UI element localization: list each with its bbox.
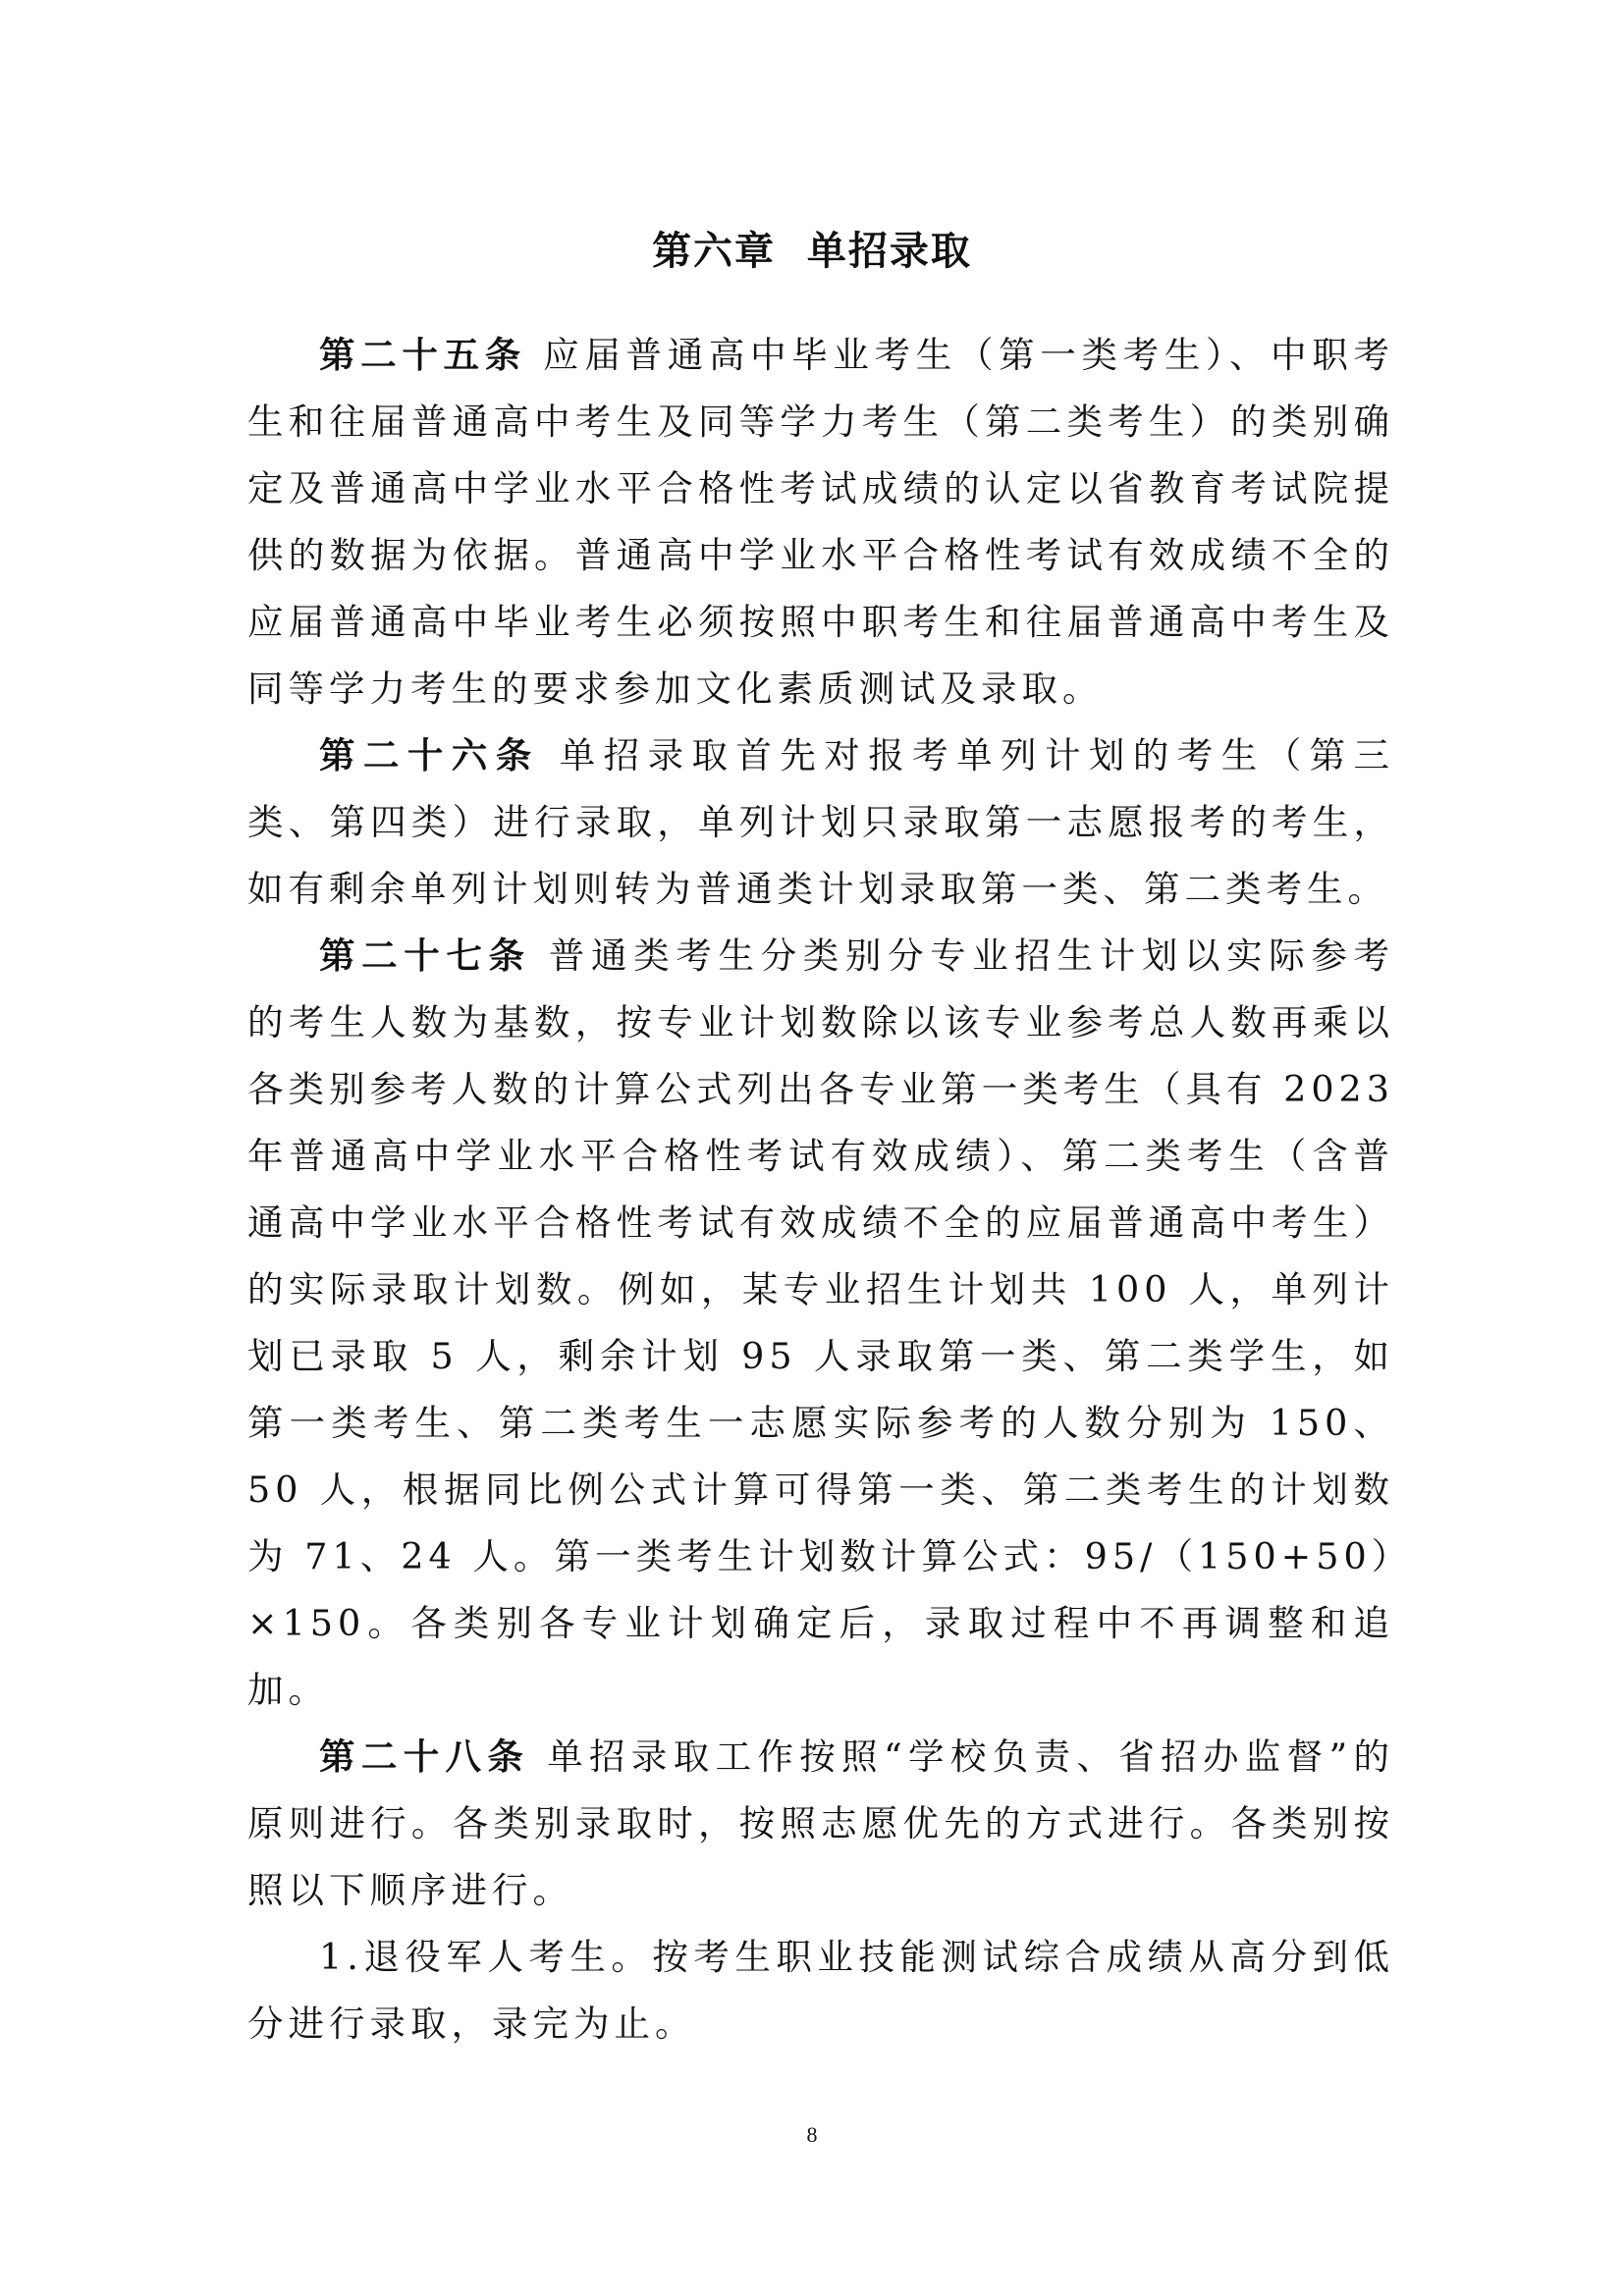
article-27 xyxy=(247,923,1394,1724)
article-text: 普通类考生分类别分专业招生计划以实际参考的考生人数为基数，按专业计划数除以该专业参考总人数再乘以各类别参考人数的计算公式列出各专业第一类考生（具有 2023 年普通高中学业水平合格性考试有效成绩）、第二类考生（含普通高中学业水平合格性考试有效成绩不全的应届普通高中考生）的实际录取计划数。例如，某专业招生计划共 100 人，单列计划已录取 5 人，剩余计划 95 人录取第一类、第二类学生，如第一类考生、第二类考生一志愿实际参考的人数分别为 150、50 人，根据同比例公式计算可得第一类、第二类考生的计划数为 71、24 人。第一类考生计划数计算公式：95/（150+50）×150。各类别各专业计划确定后，录取过程中不再调整和追加。 xyxy=(247,934,1395,1711)
list-item-text: 1.退役军人考生。按考生职业技能测试综合成绩从高分到低分进行录取，录完为止。 xyxy=(247,1936,1394,2045)
article-26 xyxy=(247,722,1394,923)
article-text: 应届普通高中毕业考生（第一类考生）、中职考生和往届普通高中考生及同等学力考生（第二类考生）的类别确定及普通高中学业水平合格性考试成绩的认定以省教育考试院提供的数据为依据。普通高中学业水平合格性考试有效成绩不全的应届普通高中毕业考生必须按照中职考生和往届普通高中考生及同等学力考生的要求参加文化素质测试及录取。 xyxy=(247,334,1395,710)
article-label: 第二十七条 xyxy=(319,934,531,977)
article-label: 第二十五条 xyxy=(319,334,526,376)
page-number: 8 xyxy=(806,2122,818,2147)
chapter-title: 第六章 单招录取 xyxy=(652,229,972,274)
list-item-1 xyxy=(247,1924,1394,2057)
body-text xyxy=(247,322,1394,2057)
article-28 xyxy=(247,1724,1394,1924)
article-text: 单招录取首先对报考单列计划的考生（第三类、第四类）进行录取，单列计划只录取第一志愿报考的考生，如有剩余单列计划则转为普通类计划录取第一类、第二类考生。 xyxy=(247,734,1394,910)
article-text: 单招录取工作按照“学校负责、省招办监督”的原则进行。各类别录取时，按照志愿优先的方式进行。各类别按照以下顺序进行。 xyxy=(247,1735,1395,1911)
article-label: 第二十六条 xyxy=(319,734,540,776)
article-label: 第二十八条 xyxy=(319,1735,530,1778)
article-25 xyxy=(247,322,1394,722)
